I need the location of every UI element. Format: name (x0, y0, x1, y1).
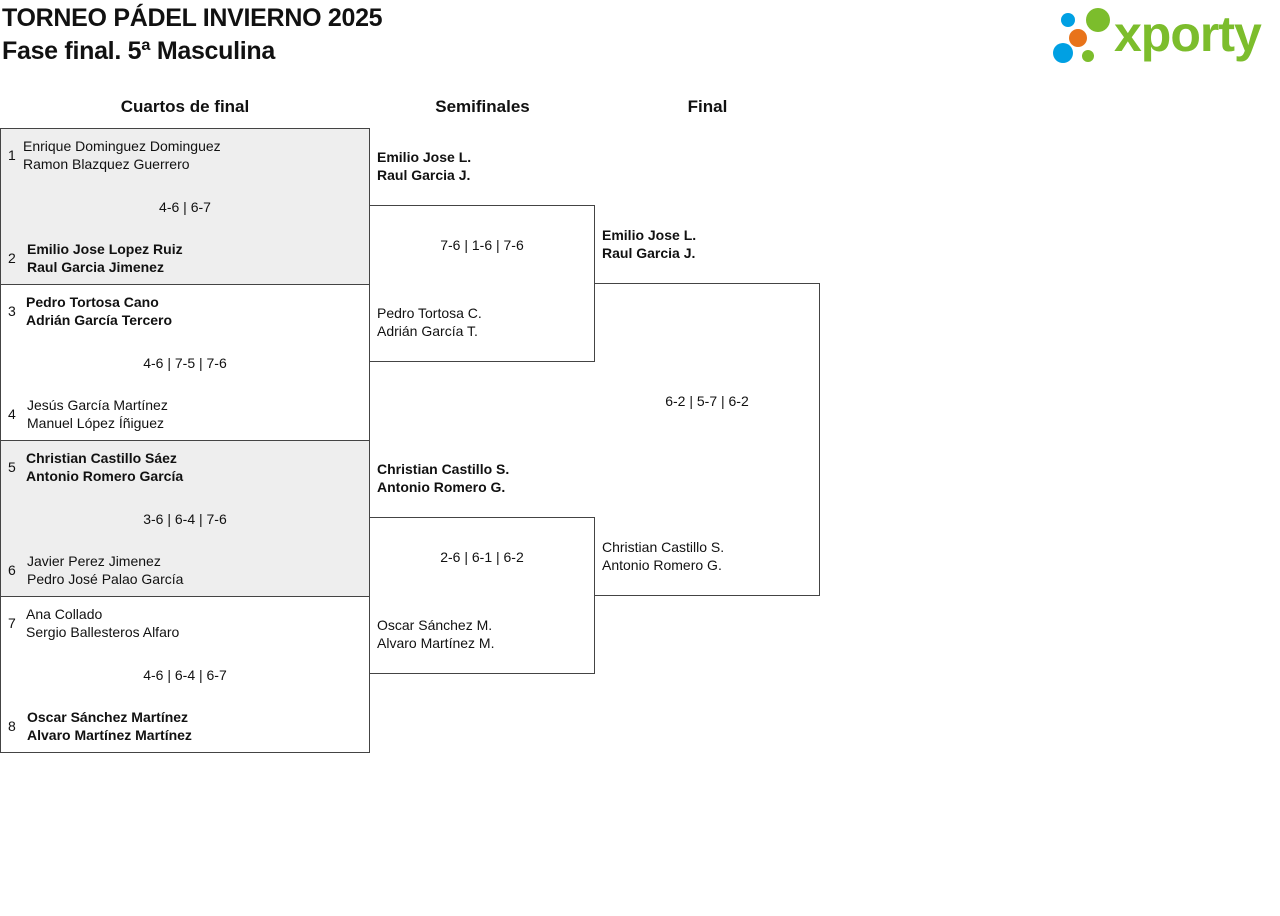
player-name: Javier Perez Jimenez (27, 553, 161, 569)
player-name-winner: Emilio Jose L. (602, 227, 697, 243)
match-score: 4-6 | 6-7 (159, 199, 211, 215)
player-name-winner: Raul Garcia Jimenez (27, 259, 164, 275)
quarterfinal-match-4 (0, 596, 370, 753)
player-name: Enrique Dominguez Dominguez (23, 138, 221, 154)
player-name: Ana Collado (26, 606, 103, 622)
final-match (595, 283, 820, 596)
quarterfinal-match-2 (0, 284, 370, 441)
semifinal-match-1 (370, 205, 595, 362)
player-name-winner: Antonio Romero García (26, 468, 184, 484)
match-score: 7-6 | 1-6 | 7-6 (440, 237, 524, 253)
seed-number: 8 (8, 718, 16, 734)
player-name: Sergio Ballesteros Alfaro (26, 624, 180, 640)
round-heading-quarterfinals: Cuartos de final (120, 97, 250, 116)
player-name: Oscar Sánchez M. (377, 617, 493, 633)
player-name: Adrián García T. (377, 323, 478, 339)
logo-text: xporty (1114, 6, 1261, 62)
match-score: 4-6 | 6-4 | 6-7 (143, 667, 227, 683)
seed-number: 5 (8, 459, 16, 475)
phase-subtitle: Fase final. 5ª Masculina (2, 37, 275, 65)
seed-number: 4 (8, 406, 16, 422)
player-name: Pedro José Palao García (27, 571, 184, 587)
quarterfinal-match-1 (0, 128, 370, 285)
player-name: Manuel López Íñiguez (27, 415, 164, 431)
match-score: 3-6 | 6-4 | 7-6 (143, 511, 227, 527)
player-name-winner: Pedro Tortosa Cano (26, 294, 159, 310)
player-name: Pedro Tortosa C. (377, 305, 482, 321)
player-name: Christian Castillo S. (602, 539, 725, 555)
seed-number: 6 (8, 562, 16, 578)
player-name: Antonio Romero G. (602, 557, 722, 573)
player-name-winner: Raul Garcia J. (602, 245, 696, 261)
logo-dots-icon (1052, 4, 1112, 66)
player-name-winner: Oscar Sánchez Martínez (27, 709, 189, 725)
seed-number: 7 (8, 615, 16, 631)
player-name: Alvaro Martínez M. (377, 635, 495, 651)
match-score: 6-2 | 5-7 | 6-2 (665, 393, 749, 409)
seed-number: 3 (8, 303, 16, 319)
player-name-winner: Emilio Jose L. (377, 149, 472, 165)
match-score: 4-6 | 7-5 | 7-6 (143, 355, 227, 371)
player-name-winner: Adrián García Tercero (26, 312, 173, 328)
seed-number: 2 (8, 250, 16, 266)
match-score: 2-6 | 6-1 | 6-2 (440, 549, 524, 565)
xporty-logo (1052, 4, 1274, 66)
tournament-title: TORNEO PÁDEL INVIERNO 2025 (2, 4, 383, 32)
round-heading-final: Final (687, 97, 728, 116)
player-name-winner: Emilio Jose Lopez Ruiz (27, 241, 183, 257)
player-name-winner: Raul Garcia J. (377, 167, 471, 183)
player-name: Jesús García Martínez (27, 397, 168, 413)
player-name: Ramon Blazquez Guerrero (23, 156, 190, 172)
quarterfinal-match-3 (0, 440, 370, 597)
player-name-winner: Christian Castillo Sáez (26, 450, 177, 466)
player-name-winner: Christian Castillo S. (377, 461, 510, 477)
player-name-winner: Alvaro Martínez Martínez (27, 727, 192, 743)
player-name-winner: Antonio Romero G. (377, 479, 506, 495)
seed-number: 1 (8, 147, 16, 163)
round-heading-semifinals: Semifinales (435, 97, 530, 116)
semifinal-match-2 (370, 517, 595, 674)
